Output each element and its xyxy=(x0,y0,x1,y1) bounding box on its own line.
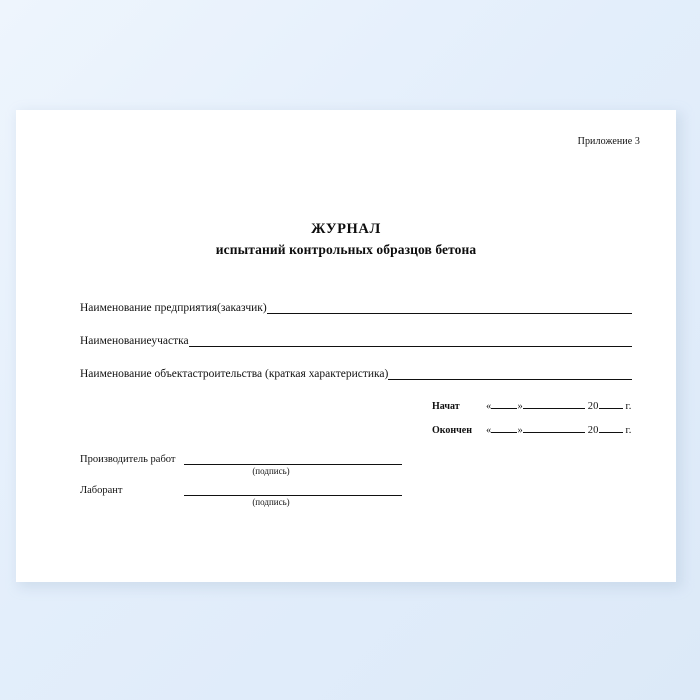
document-sheet xyxy=(16,110,676,582)
signature-label-foreman: Производитель работ xyxy=(80,454,176,465)
dates-block xyxy=(52,401,640,436)
signature-row-lab xyxy=(80,485,640,496)
field-label-enterprise: Наименование предприятия(заказчик) xyxy=(80,302,267,314)
date-quote-open-started: « xyxy=(486,401,492,412)
page-title: ЖУРНАЛ xyxy=(311,221,381,237)
signature-row-foreman xyxy=(80,454,640,465)
signature-input-lab[interactable] xyxy=(184,485,402,496)
date-year-prefix-started: 20 xyxy=(587,401,599,412)
signature-caption-lab: (подпись) xyxy=(252,497,290,507)
field-row-object xyxy=(52,368,640,380)
date-body-started xyxy=(486,401,632,412)
date-body-finished xyxy=(486,425,632,436)
date-day-input-finished[interactable] xyxy=(491,432,517,433)
signatures-block xyxy=(52,454,640,507)
field-label-site: Наименованиеучастка xyxy=(80,335,189,347)
title-block xyxy=(52,221,640,258)
date-quote-close-finished: » xyxy=(517,425,523,436)
appendix-label: Приложение 3 xyxy=(577,136,640,147)
date-year-input-finished[interactable] xyxy=(599,432,623,433)
date-month-input-started[interactable] xyxy=(523,408,585,409)
date-quote-close-started: » xyxy=(517,401,523,412)
field-row-site xyxy=(52,335,640,347)
date-year-suffix-finished: г. xyxy=(625,425,632,436)
date-row-started xyxy=(432,401,640,412)
field-row-enterprise xyxy=(52,302,640,314)
field-input-enterprise[interactable] xyxy=(267,302,632,314)
field-label-object: Наименование объектастроительства (краткая характеристика) xyxy=(80,368,389,380)
signature-caption-foreman: (подпись) xyxy=(252,466,290,476)
date-month-input-finished[interactable] xyxy=(523,432,585,433)
signature-input-foreman[interactable] xyxy=(184,454,402,465)
date-year-suffix-started: г. xyxy=(625,401,632,412)
date-year-prefix-finished: 20 xyxy=(587,425,599,436)
form-fields xyxy=(52,302,640,380)
date-year-input-started[interactable] xyxy=(599,408,623,409)
date-row-finished xyxy=(432,425,640,436)
field-input-site[interactable] xyxy=(189,335,632,347)
signature-label-lab: Лаборант xyxy=(80,485,123,496)
date-label-finished: Окончен xyxy=(432,425,473,436)
date-quote-open-finished: « xyxy=(486,425,492,436)
field-input-object[interactable] xyxy=(388,368,632,380)
date-day-input-started[interactable] xyxy=(491,408,517,409)
date-label-started: Начат xyxy=(432,401,460,412)
page-subtitle: испытаний контрольных образцов бетона xyxy=(215,242,477,257)
